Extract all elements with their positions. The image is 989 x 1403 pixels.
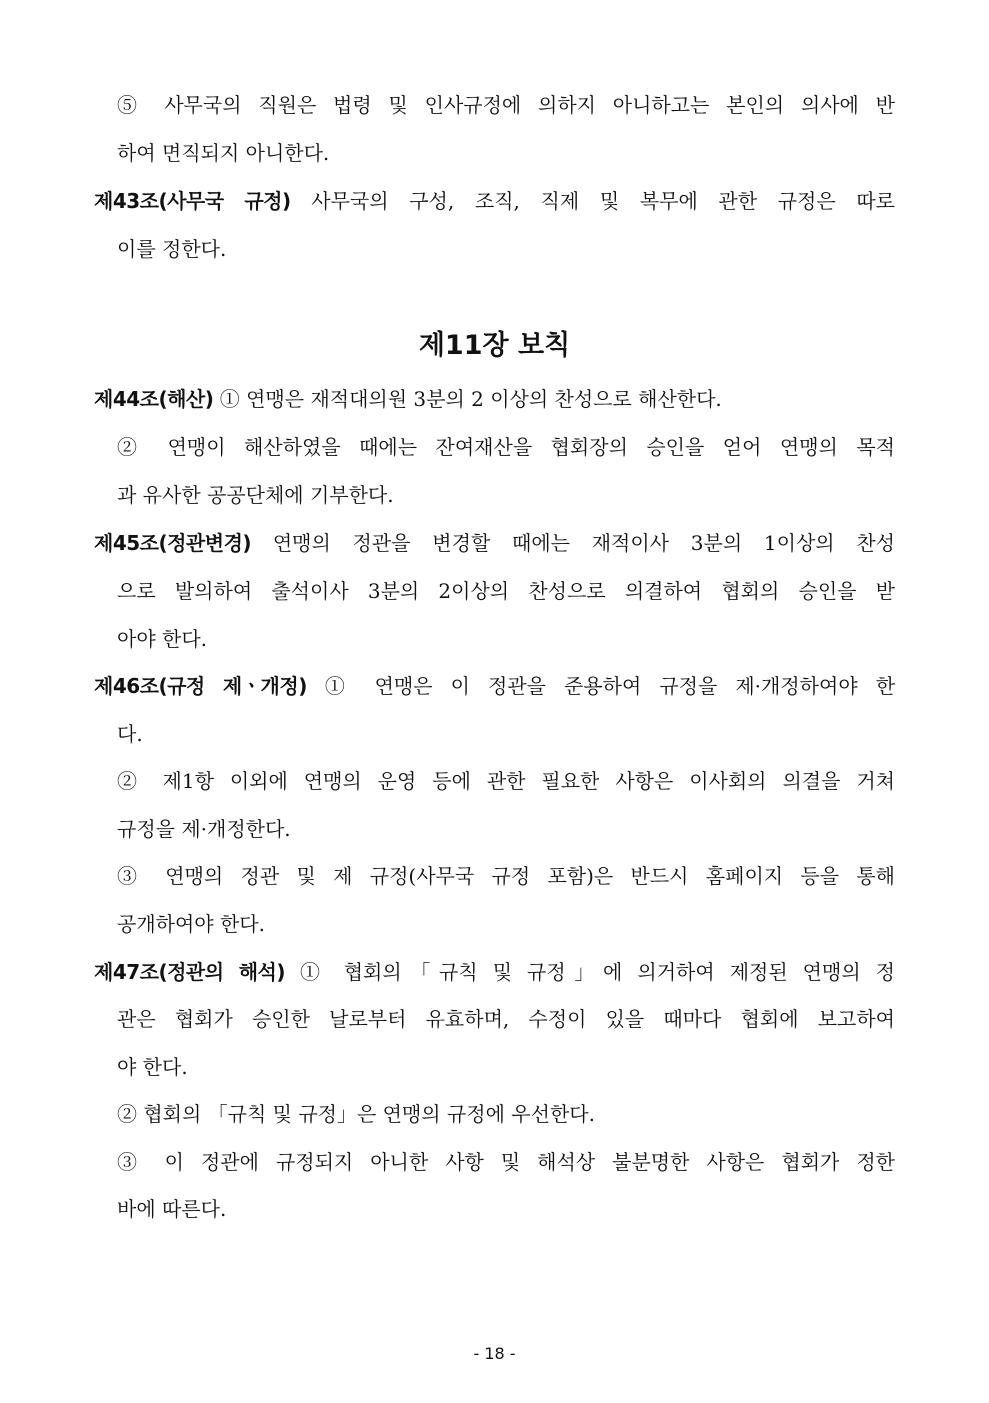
article-43-text: 사무국의 구성, 조직, 직제 및 복무에 관한 규정은 따로 xyxy=(290,189,895,213)
article-44-paragraph-2-line-1: ② 연맹이 해산하였을 때에는 잔여재산을 협회장의 승인을 얻어 연맹의 목적 xyxy=(117,435,895,459)
article-45-line-1 xyxy=(94,528,895,558)
article-47-paragraph-3-line-2: 바에 따른다. xyxy=(117,1197,227,1221)
article-44-line-1 xyxy=(94,384,895,414)
article-47-paragraph-2-line-1: ② 협회의 「규칙 및 규정」은 연맹의 규정에 우선한다. xyxy=(117,1102,595,1126)
article-47-paragraph-3-line-1: ③ 이 정관에 규정되지 아니한 사항 및 해석상 불분명한 사항은 협회가 정한 xyxy=(117,1150,895,1174)
article-44-heading: 제44조(해산) xyxy=(94,387,214,411)
article-45-text: 연맹의 정관을 변경할 때에는 재적이사 3분의 1이상의 찬성 xyxy=(251,531,895,555)
chapter-title: 제11장 보칙 xyxy=(418,330,571,361)
article-44-paragraph-2-line-2: 과 유사한 공공단체에 기부한다. xyxy=(117,483,394,507)
article-45-heading: 제45조(정관변경) xyxy=(94,531,252,555)
article-45-line-2: 으로 발의하여 출석이사 3분의 2이상의 찬성으로 의결하여 협회의 승인을 받 xyxy=(117,579,895,603)
article-44-text: ① 연맹은 재적대의원 3분의 2 이상의 찬성으로 해산한다. xyxy=(213,387,722,411)
article-46-line-2: 다. xyxy=(117,722,143,746)
article-46-paragraph-2-line-2: 규정을 제·개정한다. xyxy=(117,817,291,841)
article-46-text: ① 연맹은 이 정관을 준용하여 규정을 제·개정하여야 한 xyxy=(306,674,896,698)
article-45-line-3: 아야 한다. xyxy=(117,627,207,651)
article-43-line-1 xyxy=(94,186,895,216)
article-42-paragraph-5-line-1: ⑤ 사무국의 직원은 법령 및 인사규정에 의하지 아니하고는 본인의 의사에 반 xyxy=(117,93,895,117)
page-number: - 18 - xyxy=(473,1344,516,1363)
article-47-line-3: 야 한다. xyxy=(117,1055,188,1079)
article-47-line-1 xyxy=(94,957,895,987)
article-43-line-2: 이를 정한다. xyxy=(117,237,227,261)
article-46-heading: 제46조(규정 제ㆍ개정) xyxy=(94,674,307,698)
article-46-line-1 xyxy=(94,671,895,701)
article-46-paragraph-3-line-2: 공개하여야 한다. xyxy=(117,912,265,936)
article-42-paragraph-5-line-2: 하여 면직되지 아니한다. xyxy=(117,141,330,165)
article-46-paragraph-2-line-1: ② 제1항 이외에 연맹의 운영 등에 관한 필요한 사항은 이사회의 의결을 거쳐 xyxy=(117,769,895,793)
article-47-text: ① 협회의「규칙 및 규정」에 의거하여 제정된 연맹의 정 xyxy=(285,960,895,984)
article-47-heading: 제47조(정관의 해석) xyxy=(94,960,285,984)
article-47-line-2: 관은 협회가 승인한 날로부터 유효하며, 수정이 있을 때마다 협회에 보고하여 xyxy=(117,1007,895,1031)
article-46-paragraph-3-line-1: ③ 연맹의 정관 및 제 규정(사무국 규정 포함)은 반드시 홈페이지 등을 통해 xyxy=(117,864,895,888)
article-43-heading: 제43조(사무국 규정) xyxy=(94,189,291,213)
